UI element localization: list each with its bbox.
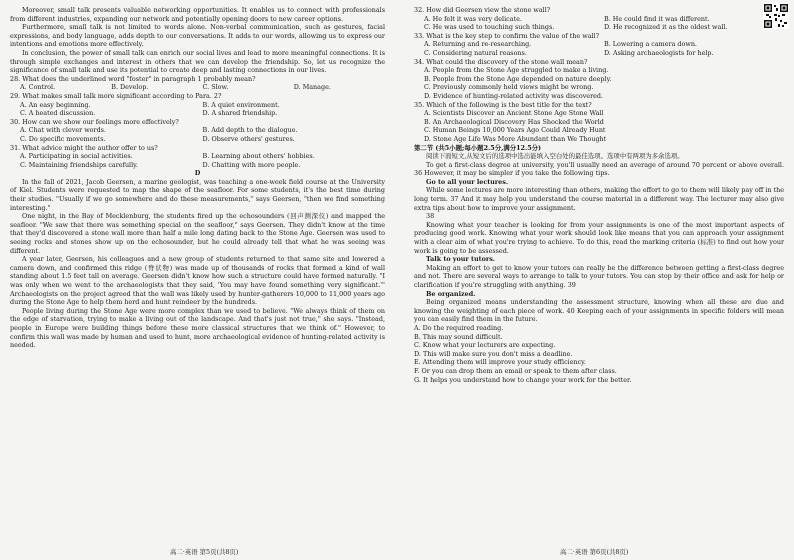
question-29-options <box>10 101 385 118</box>
section-2-instructions: 阅读下面短文,从短文后的选项中选出能填入空白处的最佳选项。选项中有两项为多余选项。 <box>426 152 684 161</box>
section-2-title: 第二节 (共5小题;每小题2.5分,满分12.5分) <box>414 143 542 152</box>
option: D. Manage. <box>293 83 331 92</box>
option: B. A quiet environment. <box>202 100 280 109</box>
option: A. Returning and re-researching. <box>424 40 532 49</box>
option: D. Evidence of hunting-related activity was discovered. <box>424 91 604 100</box>
passage-heading-lectures: Go to all your lectures. <box>426 177 509 186</box>
option: B. People from the Stone Age depended on nature deeply. <box>424 74 612 83</box>
option: G. It helps you understand how to change your work for the better. <box>414 375 632 384</box>
passage-intro: To get a first-class degree at university, you'll usually need an average of around 70 percent or above overall. 36 However, it may be simpler if you take the following tips. <box>414 160 784 178</box>
question-28: 28. What does the underlined word "foster" in paragraph 1 probably mean? <box>10 74 256 83</box>
paragraph-d3: A year later, Geersen, his colleagues and a new group of students returned to that same site and lowered a camera down, and confirmed this ridge (脊状物) was made up of thousands of rocks that formed a kind of wall standing about 1.5 feet tall on average. Geersen didn't know how such a structure could have formed naturally. "I was only when we went to the archaeologists that they said, 'You may have found something very significant.'" Archaeologists on the project agreed that the wall was likely used by hunter-gatherers 10,000 to 11,000 years ago during the Stone Age to help them herd and hunt reindeer by the hundreds. <box>10 255 385 307</box>
option: C. Previously commonly held views might be wrong. <box>424 83 594 92</box>
option: D. Asking archaeologists for help. <box>604 48 714 57</box>
paragraph-d1: In the fall of 2021, Jacob Geersen, a marine geologist, was teaching a one-week field course at the University of Kiel. Students were requested to map the shape of the seafloor. For some students, it's the best time during their studies. "Usually if we go somewhere and do these measurements," says Geersen, "then we find something interesting." <box>10 177 385 212</box>
question-32: 32. How did Geersen view the stone wall? <box>414 6 551 14</box>
question-29: 29. What makes small talk more significant according to Para. 2? <box>10 91 222 100</box>
option: B. Add depth to the dialogue. <box>202 126 298 135</box>
passage-heading-tutors: Talk to your tutors. <box>426 255 496 264</box>
option: D. Stone Age Life Was More Abundant than We Thought <box>424 134 607 143</box>
option: D. He recognized it as the oldest wall. <box>604 23 728 32</box>
passage-tutors: Making an effort to get to know your tutors can really be the difference between getting a first-class degree and not. There are several ways to arrange to talk to your tutors. You can stop by their office and ask for help or clarification if you're struggling with anything. 39 <box>414 263 784 289</box>
option: D. Chatting with more people. <box>202 160 301 169</box>
page-5-footer: 高二·英语 第5页(共8页) <box>170 548 239 556</box>
option: A. Participating in social activities. <box>20 152 133 161</box>
question-30: 30. How can we show our feelings more effectively? <box>10 117 179 126</box>
passage-assignments: Knowing what your teacher is looking for from your assignments is one of the most important aspects of producing good work. Knowing what your work should look like means that you can approach your assignment with a clear aim of what you're trying to achieve. To do this, read the marking criteria (标准) to find out how your work is going to be assessed. <box>414 220 784 255</box>
question-34-options <box>414 66 784 100</box>
option: A. People from the Stone Age struggled to make a living. <box>424 66 609 75</box>
option: C. He was used to touching such things. <box>424 23 555 32</box>
question-30-options <box>10 126 385 143</box>
paragraph-d4: People living during the Stone Age were more complex than we used to believe. "We always think of them on the edge of starvation, trying to make a living out of the landscape. And that's just not true," she says. "Instead, people in Europe were building things before these more classical structures that we think of." However, to confirm this wall was made by human and used to hunt, more archaeological evidence of hunting-related activity is needed. <box>10 306 385 350</box>
passage-organized: Being organized means understanding the assessment structure, knowing when all these are due and knowing the weighting of each piece of work. 40 Keeping each of your assignments in specific folders will mean you can easily find them in the future. <box>414 298 784 324</box>
option: C. Slow. <box>202 83 229 92</box>
option: B. He could find it was different. <box>604 14 710 23</box>
option: B. Learning about others' hobbies. <box>202 152 315 161</box>
paragraph-nonverbal: Furthermore, small talk is not limited to words alone. Non-verbal communication, such as gestures, facial expressions, and body language, adds depth to our conversations. It adds to our words, allowing us to express our intentions and emotions more effectively. <box>10 23 385 49</box>
blank-38: 38 <box>426 212 435 221</box>
option: A. He felt it was very delicate. <box>424 14 522 23</box>
option: D. This will make sure you don't miss a deadline. <box>414 349 573 358</box>
question-34: 34. What could the discovery of the stone wall mean? <box>414 57 588 66</box>
option: F. Or you can drop them an email or speak to them after class. <box>414 366 617 375</box>
question-32-options <box>414 15 784 32</box>
option: A. Scientists Discover an Ancient Stone Age Stone Wall <box>424 109 604 118</box>
option: B. Lowering a camera down. <box>604 40 697 49</box>
page-6 <box>414 6 784 384</box>
option: B. Develop. <box>111 83 149 92</box>
passage-lectures: While some lectures are more interesting than others, making the effort to go to them will likely pay off in the long term. 37 And it may help you understand the course material in a different way. The lecturer may also give extra tips about how to improve your assignment. <box>414 186 784 212</box>
option: E. Attending them will improve your study efficiency. <box>414 358 586 367</box>
question-35: 35. Which of the following is the best title for the text? <box>414 100 592 109</box>
option: B. This may sound difficult. <box>414 332 503 341</box>
paragraph-conclusion: In conclusion, the power of small talk can enrich our social lives and lead to more meaningful connections. It is through simple exchanges and interest in others that we can develop the friendship. So, let us recognize the significance of small talk and use its potential to create deep and lasting connections in our lives. <box>10 48 385 75</box>
option: C. Do specific movements. <box>20 134 106 143</box>
paragraph-networking: Moreover, small talk presents valuable networking opportunities. It enables us to connect with professionals from different industries, expanding our network and potentially opening doors to new career options. <box>10 6 385 23</box>
page-5 <box>10 6 385 350</box>
paragraph-d2: One night, in the Bay of Mecklenburg, the students fired up the echosounders (回声测深仪) and mapped the seafloor. "We saw that there was something special on the seafloor," says Geersen. They didn't know at the time that they'd discovered a stone wall more than half a mile long dating back to the Stone Age. Geersen was used to seeing rocks and stones show up on the echosounder, but he could already tell that what he was seeing was different. <box>10 212 385 255</box>
section-d-heading: D <box>194 169 201 178</box>
option: A. Do the required reading. <box>414 323 504 332</box>
option: C. Human Beings 10,000 Years Ago Could Already Hunt <box>424 126 606 135</box>
option: A. Chat with clever words. <box>20 126 106 135</box>
question-28-options <box>10 83 385 92</box>
option: C. Considering natural reasons. <box>424 48 527 57</box>
question-31-options <box>10 152 385 169</box>
question-33-options <box>414 40 784 57</box>
option: C. Maintaining friendships carefully. <box>20 160 138 169</box>
page-6-footer: 高二·英语 第6页(共8页) <box>560 548 629 556</box>
question-35-options <box>414 109 784 143</box>
option: A. An easy beginning. <box>20 100 91 109</box>
option: A. Control. <box>20 83 56 92</box>
passage-heading-organized: Be organized. <box>426 289 476 298</box>
option: B. An Archaeological Discovery Has Shocked the World <box>424 117 604 126</box>
option: C. A heated discussion. <box>20 109 96 118</box>
answer-options <box>414 324 784 384</box>
question-33: 33. What is the key step to confirm the value of the wall? <box>414 31 600 40</box>
option: D. Observe others' gestures. <box>202 134 295 143</box>
option: D. A shared friendship. <box>202 109 278 118</box>
question-31: 31. What advice might the author offer to us? <box>10 143 158 152</box>
option: C. Know what your lecturers are expecting. <box>414 341 556 350</box>
